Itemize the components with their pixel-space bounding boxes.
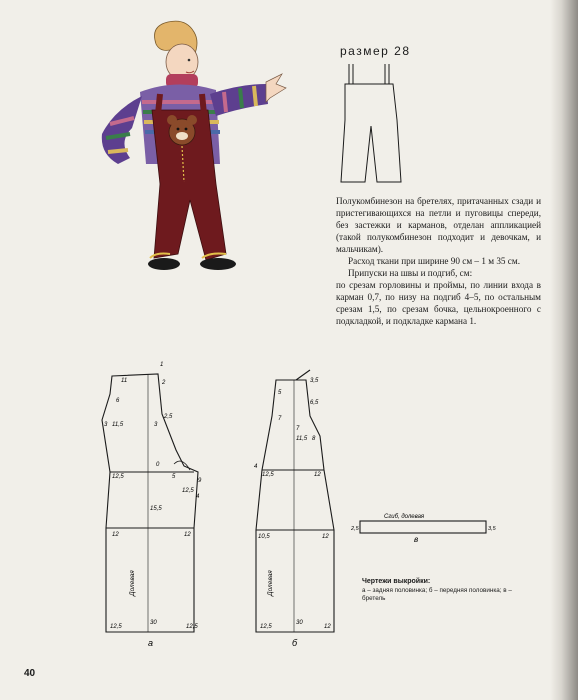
allowances-title: Припуски на швы и подгиб, см: (348, 268, 473, 278)
pattern-a-label-17: 12 (184, 532, 191, 538)
size-label: размер 28 (340, 44, 411, 58)
pattern-legend (362, 578, 512, 603)
fabric-consumption: Расход ткани при ширине 90 см – 1 м 35 см. (348, 256, 520, 266)
pattern-a-label-15: 15,5 (150, 506, 162, 512)
pattern-b-label-4: 7 (278, 416, 282, 422)
pattern-v-strap (350, 506, 500, 546)
pattern-b-front-half (248, 360, 358, 650)
pattern-b-label-11: 10,5 (258, 534, 270, 540)
pattern-b-letter: б (292, 638, 298, 648)
pattern-a-label-2: 1 (160, 362, 164, 368)
pattern-b-label-6: 11,5 (296, 436, 308, 442)
pattern-a-label-14: 12,5 (182, 488, 194, 494)
pattern-a-label-10: 5 (172, 474, 176, 480)
pattern-a-label-8: 3 (154, 422, 158, 428)
pattern-b-label-15: 12 (324, 624, 331, 630)
pattern-a-label-5: 2,5 (164, 414, 173, 420)
pattern-a-label-20: 12,5 (186, 624, 198, 630)
legend-text: а – задняя половинка; б – передняя половинка; в – бретель (362, 587, 512, 602)
pattern-a-label-16: 12 (112, 532, 119, 538)
pattern-a-label-1: 11 (121, 378, 128, 384)
legend-title: Чертежи выкройки: (362, 578, 431, 585)
pattern-a-back-half (92, 360, 212, 650)
strap-dim-left: 2,5 (351, 526, 359, 532)
strap-fold-label: Сгиб, долевая (384, 514, 425, 520)
pattern-b-label-7: 8 (312, 436, 316, 442)
pattern-b-label-13: 30 (296, 620, 303, 626)
page-gutter-shadow (550, 0, 578, 700)
pattern-a-label-6: 3 (104, 422, 108, 428)
strap-letter: в (414, 535, 419, 544)
pattern-b-label-8: 12 (314, 472, 321, 478)
pattern-a-letter: а (148, 638, 154, 648)
pattern-a-label-13: 4 (196, 494, 200, 500)
pattern-a-label-4: 6 (116, 398, 120, 404)
pattern-b-label-9: 12,5 (262, 472, 274, 478)
pattern-a-grain: Долевая (129, 570, 136, 596)
pattern-a-label-18: 30 (150, 620, 157, 626)
strap-dim-right: 3,5 (488, 526, 496, 532)
allowances-text: по срезам горловины и проймы, по линии входа в карман 0,7, по низу на подгиб 4–5, по остальным срезам 1,5, по срезам бочка, цельнокроенного с подкладкой, и подкладке кармана 1. (336, 280, 541, 326)
overalls-outline-sketch (335, 60, 415, 190)
pattern-b-grain: Долевая (267, 570, 274, 596)
pattern-b-label-14: 12,5 (260, 624, 272, 630)
pattern-a-label-11: 9 (198, 478, 202, 484)
pattern-a-label-7: 11,5 (112, 422, 124, 428)
description-intro: Полукомбинезон на бретелях, притачанных сзади и пристегивающихся на петли и пуговицы спереди, без застежки и карманов, отделан аппликацией (такой полукомбинезон подходит и девочкам, и мальчикам). (336, 196, 541, 254)
pattern-b-label-10: 4 (254, 464, 258, 470)
pattern-b-label-2: 6,5 (310, 400, 319, 406)
pattern-a-label-3: 2 (162, 380, 166, 386)
pattern-a-label-12: 12,5 (112, 474, 124, 480)
pattern-a-label-19: 12,5 (110, 624, 122, 630)
pattern-b-label-5: 7 (296, 426, 300, 432)
pattern-b-label-3: 5 (278, 390, 282, 396)
page-number: 40 (24, 668, 36, 679)
description-text (336, 195, 541, 327)
pattern-b-label-1: 3,5 (310, 378, 319, 384)
pattern-b-label-12: 12 (322, 534, 329, 540)
pattern-a-label-9: 0 (156, 462, 160, 468)
